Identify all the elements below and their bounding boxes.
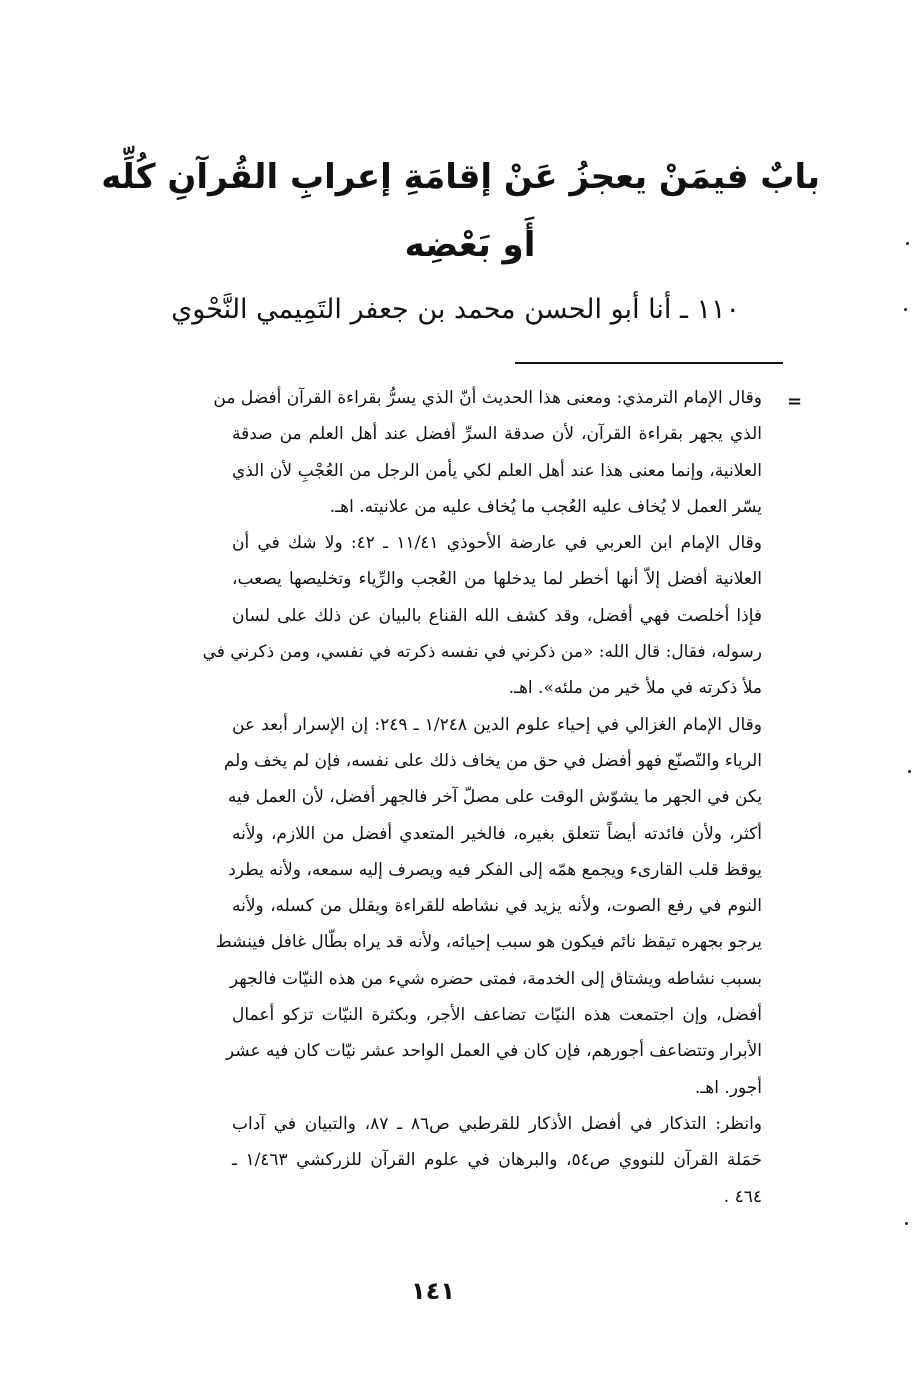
footnote-line: ملأ ذكرته في ملأ خير من ملئه». اهـ. [508, 678, 762, 699]
footnote-line: العلانية أفضل إلاّ أنها أخطر لما يدخلها من العُجب والرِّياء وتخليصها يصعب، [232, 569, 762, 590]
footnote-line: أجور. اهـ. [694, 1077, 762, 1098]
footnote-continuation-marker: = [787, 391, 803, 412]
footnote-line: فإذا أخلصت فهي أفضل، وقد كشف الله القناع بالبيان عن ذلك على لسان [232, 605, 762, 626]
footnote-line: يرجو بجهره تيقظ نائم فيكون هو سبب إحيائه، ولأنه قد يراه بطّال غافل فينشط [215, 932, 762, 953]
footnote-line: يكن في الجهر ما يشوّش الوقت على مصلّ آخر فالجهر أفضل، لأن العمل فيه [227, 787, 762, 808]
scan-speck [904, 308, 907, 311]
narrator-line: ١١٠ ـ أنا أبو الحسن محمد بن جعفر التَمِيمي النَّحْوي [171, 294, 740, 325]
footnote-line: يسّر العمل لا يُخاف عليه العُجب ما يُخاف عليه من علانيته. اهـ. [329, 496, 762, 517]
footnote-line: رسوله، فقال: قال الله: «من ذكرني في نفسه ذكرته في نفسي، ومن ذكرني في [202, 642, 762, 663]
footnote-line: بسبب نشاطه ويشتاق إلى الخدمة، فمتى حضره شيء من هذه النيّات فالجهر [229, 968, 762, 989]
scan-speck [908, 770, 911, 773]
footnote-line: أكثر، ولأن فائدته أيضاً تتعلق بغيره، فالخير المتعدي أفضل من اللازم، ولأنه [232, 823, 762, 844]
footnote-line: يوقظ قلب القارىء ويجمع همّه إلى الفكر فيه ويصرف إليه سمعه، ولأنه يطرد [228, 859, 762, 880]
page-number: ١٤١ [411, 1277, 455, 1305]
footnote-line: أفضل، وإن اجتمعت هذه النيّات تضاعف الأجر، وبكثرة النيّات تزكو أعمال [232, 1005, 762, 1026]
footnote-line: حَمَلة القرآن للنووي ص٥٤، والبرهان في علوم القرآن للزركشي ١/٤٦٣ ـ [232, 1150, 763, 1171]
footnote-line: الذي يجهر بقراءة القرآن، لأن صدقة السرِّ أفضل عند أهل العلم من صدقة [232, 424, 762, 445]
chapter-title-line-2: أَو بَعْضِه [404, 225, 536, 265]
footnote-line: ٤٦٤ . [723, 1186, 762, 1207]
scan-speck [906, 242, 909, 245]
footnote-line: وانظر: التذكار في أفضل الأذكار للقرطبي ص٨٦ ـ ٨٧، والتبيان في آداب [232, 1113, 762, 1134]
chapter-title-line-1: بابٌ فيمَنْ يعجزُ عَنْ إقامَةِ إعرابِ القُرآنِ كُلِّه [101, 157, 820, 197]
footnote-separator [515, 362, 783, 364]
footnote-line: وقال الإمام ابن العربي في عارضة الأحوذي ١١/٤١ ـ ٤٢: ولا شك في أن [232, 533, 762, 554]
scan-speck [905, 1222, 908, 1225]
footnote-line: الرياء والتّصنّع فهو أفضل في حق من يخاف ذلك على نفسه، فإن لم يخف ولم [223, 750, 762, 771]
footnote-block [202, 380, 763, 1215]
footnote-line: العلانية، وإنما معنى هذا عند أهل العلم لكي يأمن الرجل من العُجْبِ لأن الذي [232, 460, 762, 481]
footnote-line: وقال الإمام الغزالي في إحياء علوم الدين ١/٢٤٨ ـ ٢٤٩: إن الإسرار أبعد عن [232, 714, 762, 735]
footnote-line: الأبرار وتتضاعف أجورهم، فإن كان في العمل الواحد عشر نيّات كان فيه عشر [225, 1041, 762, 1062]
footnote-line: النوم في رفع الصوت، ولأنه يزيد في نشاطه للقراءة ويقلل من كسله، ولأنه [232, 896, 762, 917]
footnote-line: وقال الإمام الترمذي: ومعنى هذا الحديث أنّ الذي يسرُّ بقراءة القرآن أفضل من [213, 388, 762, 408]
